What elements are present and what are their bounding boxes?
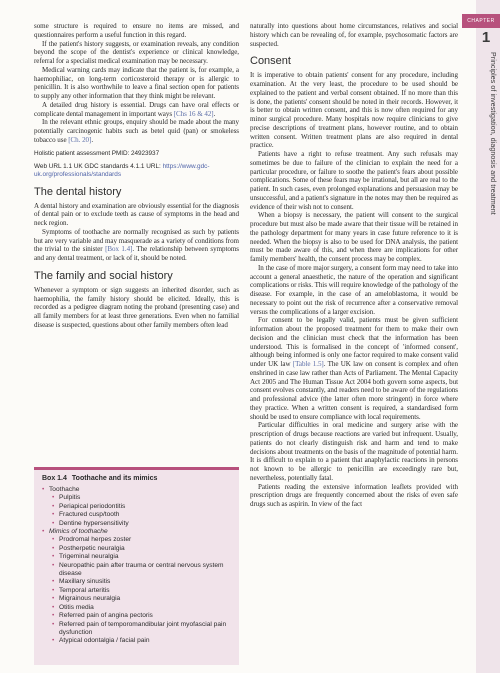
box-list-item: • Prodromal herpes zoster xyxy=(42,536,232,544)
chapter-ref-link[interactable]: [Ch. 20] xyxy=(68,135,92,144)
paragraph: Patients have a right to refuse treatment. Any such refusals may sometimes be due to failure of the clinician to explain the need for a particular procedure, or failure to soothe the patient's fears about possible complications. Some of these fears may be irrational, but all are real to the patient. In such cases, even prolonged explanations and persuasion may be unsuccessful, and a patient's signature in the notes may then be required as evidence of their wish not to consent. xyxy=(250,150,458,211)
chapter-label: CHAPTER xyxy=(462,14,500,28)
holistic-reference: Holistic patient assessment PMID: 24923937 xyxy=(34,149,160,157)
box-list-item: • Neuropathic pain after trauma or central nervous system disease xyxy=(42,562,232,579)
gdc-standards-link[interactable]: https://www.gdc-uk.org/professionals/standards xyxy=(34,162,210,178)
box-list-item: • Postherpetic neuralgia xyxy=(42,545,232,553)
chapter-number: 1 xyxy=(481,29,491,46)
box-list-item: • Atypical odontalgia / facial pain xyxy=(42,637,232,645)
running-title: Principles of investigation, diagnosis and treatment xyxy=(489,52,496,215)
box-list-item: • Temporal arteritis xyxy=(42,587,232,595)
paragraph: Whenever a symptom or sign suggests an inherited disorder, such as haemophilia, the family history should be elicited. Ideally, this is recorded as a pedigree diagram noting the proband (presenting case) and all family members for at least three generations. Even when no familial disease is suspected, questions about other family members often lead xyxy=(34,285,239,329)
paragraph: some structure is required to ensure no items are missed, and questionnaires perform a useful function in this regard. xyxy=(34,22,239,39)
paragraph: naturally into questions about home circumstances, relatives and social history which can be revealing of, for example, psychosomatic factors are suspected. xyxy=(250,22,458,48)
chapter-ref-link[interactable]: [Chs 16 & 42] xyxy=(173,109,214,118)
heading-consent: Consent xyxy=(250,55,291,68)
paragraph: If the patient's history suggests, or examination reveals, any condition beyond the scope of the dentist's experience or clinical knowledge, referral for a specialist medical examination may be necessary. xyxy=(34,39,239,65)
left-column xyxy=(34,22,239,330)
box-list-item: • Pulpitis xyxy=(42,494,232,502)
box-list-item: • Dentine hypersensitivity xyxy=(42,520,232,528)
right-column xyxy=(250,22,458,509)
heading-dental-history: The dental history xyxy=(34,185,122,198)
box-list-item: • Mimics of toothache xyxy=(42,528,232,536)
table-ref-link[interactable]: [Table 1.5] xyxy=(292,360,324,368)
paragraph: Particular difficulties in oral medicine and surgery arise with the prescription of drugs because reactions are varied but infrequent. Usually, patients do not clearly distinguish risk and harm and tend to make decisions about treatments on the basis of the magnitude of potential harm. It is difficult to explain to a patient that anaphylactic reactions in persons not known to be allergic to penicillin are exceedingly rare but, nevertheless, potentially fatal. xyxy=(250,421,458,482)
web-reference: Web URL 1.1 UK GDC standards 4.1.1 URL: https://www.gdc-uk.org/professionals/standards xyxy=(34,162,210,178)
paragraph: When a biopsy is necessary, the patient will consent to the surgical procedure but must also be made aware that their tissue will be retained in the pathology department for many years in case future reference to it is needed. When the biopsy is also to be used for DNA analysis, the patient must be made aware of this, and when there are implications for other family members' health, the consent process may be complex. xyxy=(250,211,458,263)
box-list-item: • Periapical periodontitis xyxy=(42,503,232,511)
paragraph: Patients reading the extensive information leaflets provided with prescription drugs are frequently concerned about the risks of even safe drugs such as aspirin. In view of the fact xyxy=(250,482,458,508)
box-list-item: • Migrainous neuralgia xyxy=(42,595,232,603)
box-list-item: • Maxillary sinusitis xyxy=(42,578,232,586)
paragraph: In the case of more major surgery, a consent form may need to take into account a general anaesthetic, the nature of the operation and significant complications or risks. This will require knowledge of the pathology of the disease. For example, in the case of an ameloblastoma, it would be necessary to point out the risk of recurrence after a conservative removal versus the complications of a larger excision. xyxy=(250,263,458,316)
paragraph: A detailed drug history is essential. Drugs can have oral effects or complicate dental management in important ways [Chs 16 & 42]. xyxy=(34,100,239,118)
toothache-mimics-box xyxy=(34,467,239,665)
box-list-item: • Referred pain of temporomandibular joint myofascial pain dysfunction xyxy=(42,621,232,638)
box-list-item: • Toothache xyxy=(42,486,232,494)
box-list-item: • Otitis media xyxy=(42,604,232,612)
paragraph: A dental history and examination are obviously essential for the diagnosis of dental pain or to exclude teeth as cause of symptoms in the head and neck region. xyxy=(34,201,239,227)
paragraph: For consent to be legally valid, patients must be given sufficient information about the proposed treatment for them to make their own decision and the clinician must check that the information has been understood. This is formalised in the concept of 'informed consent', although being informed is only one factor required to make consent valid under UK law [Table 1.5]. The UK law on consent is complex and often enshrined in case law rather than Acts of Parliament. The Mental Capacity Act 2005 and The Human Tissue Act 2004 both govern some aspects, but consent evolves constantly, and readers need to be aware of the regulations and professional advice (the latter often more stringent) in force where they practice. When a written consent is required, a standardised form should be used to ensure compliance with local requirements. xyxy=(250,316,458,421)
box-ref-link[interactable]: [Box 1.4] xyxy=(105,245,133,254)
paragraph: Medical warning cards may indicate that the patient is, for example, a haemophiliac, on long-term corticosteroid therapy or is allergic to penicillin. It is also worthwhile to leave a final section open for patients to supply any other information that they think might be relevant. xyxy=(34,65,239,100)
paragraph: Symptoms of toothache are normally recognised as such by patients but are very variable and may masquerade as a variety of conditions from the trivial to the sinister [Box 1.4]. The relationship between symptoms and any dental treatment, or lack of it, should be noted. xyxy=(34,227,239,262)
box-title: Box 1.4 Toothache and its mimics xyxy=(42,475,158,482)
box-list-item: • Referred pain of angina pectoris xyxy=(42,612,232,620)
box-list xyxy=(42,486,232,646)
paragraph: It is imperative to obtain patients' consent for any procedure, including examination. At the very least, the procedure to be used should be explained to the patient and verbal consent obtained. If no more than this is done, the patients' consent should be noted in their records. However, it is better to obtain written consent, and this is now often required for any minor surgical procedure. Many hospitals now require clinicians to give precise descriptions of treatment plans, however routine, and to obtain written consent. Written treatment plans are also required in dental practice. xyxy=(250,71,458,150)
box-list-item: • Trigeminal neuralgia xyxy=(42,553,232,561)
paragraph: In the relevant ethnic groups, enquiry should be made about the many potentially carcinogenic habits such as betel quid (pan) or smokeless tobacco use [Ch. 20]. xyxy=(34,118,239,144)
chapter-tab xyxy=(476,0,500,673)
box-list-item: • Fractured cusp/tooth xyxy=(42,511,232,519)
heading-family-social-history: The family and social history xyxy=(34,269,173,282)
